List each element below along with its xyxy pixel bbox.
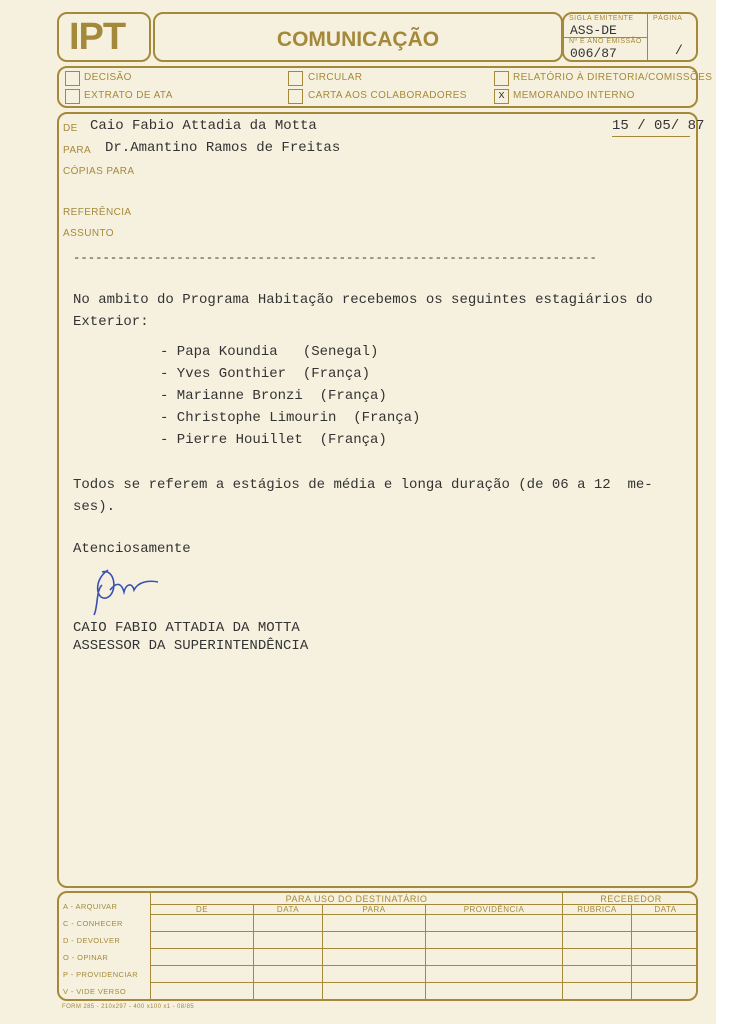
routing-code: A - ARQUIVAR [63, 902, 118, 911]
col-providencia: PROVIDÊNCIA [426, 905, 563, 915]
paragraph-1-line-1: No ambito do Programa Habitação recebemos os seguintes estagiários do [73, 292, 653, 308]
ipt-logo: IPT [69, 16, 126, 58]
type-checkboxes [57, 66, 713, 108]
para-value: Dr.Amantino Ramos de Freitas [105, 140, 341, 156]
assunto-label: ASSUNTO [63, 228, 114, 239]
date-value: 15 / 05/ 87 [612, 118, 705, 134]
label-decisao: DECISÃO [84, 72, 132, 83]
routing-code: V - VIDE VERSO [63, 987, 127, 996]
routing-code: O - OPINAR [63, 953, 109, 962]
col-de: DE [151, 905, 254, 915]
sigla-box [562, 12, 698, 62]
col-rubrica: RUBRICA [563, 905, 632, 915]
pagina-value: / [675, 43, 683, 58]
label-extrato: EXTRATO DE ATA [84, 90, 173, 101]
routing-table [57, 891, 698, 1001]
handwritten-signature [88, 560, 178, 618]
checkbox-circular[interactable] [288, 71, 303, 86]
routing-code: D - DEVOLVER [63, 936, 121, 945]
memo-body-box [57, 112, 698, 888]
separator-line: ----------------------------------------------------------------------- [73, 251, 597, 265]
sigla-value: ASS-DE [570, 23, 617, 38]
checkbox-relatorio[interactable] [494, 71, 509, 86]
copias-label: CÓPIAS PARA [63, 166, 135, 177]
form-footer: FORM 285 - 210x297 - 400 x100 x1 - 08/85 [62, 1004, 195, 1010]
destinatario-header: PARA USO DO DESTINATÁRIO [151, 893, 563, 905]
routing-code: C - CONHECER [63, 919, 123, 928]
label-memorando: MEMORANDO INTERNO [513, 90, 635, 101]
label-carta: CARTA AOS COLABORADORES [308, 90, 467, 101]
label-circular: CIRCULAR [308, 72, 363, 83]
paragraph-2-line-1: Todos se referem a estágios de média e longa duração (de 06 a 12 me- [73, 477, 653, 493]
signer-name: CAIO FABIO ATTADIA DA MOTTA [73, 620, 300, 636]
list-item: - Papa Koundia (Senegal) [160, 344, 379, 360]
list-item: - Pierre Houillet (França) [160, 432, 387, 448]
checkbox-carta[interactable] [288, 89, 303, 104]
list-item: - Marianne Bronzi (França) [160, 388, 387, 404]
closing: Atenciosamente [73, 541, 191, 557]
numero-label: Nº E ANO EMISSÃO [569, 38, 642, 45]
list-item: - Christophe Limourin (França) [160, 410, 421, 426]
numero-value: 006/87 [570, 46, 617, 61]
col-para: PARA [323, 905, 426, 915]
checkbox-memorando[interactable]: x [494, 89, 509, 104]
col-data: DATA [254, 905, 323, 915]
pagina-label: PÁGINA [653, 15, 683, 22]
label-relatorio: RELATÓRIO À DIRETORIA/COMISSÕES [513, 72, 713, 83]
routing-code: P - PROVIDENCIAR [63, 970, 139, 979]
form-title: COMUNICAÇÃO [276, 28, 440, 51]
list-item: - Yves Gonthier (França) [160, 366, 371, 382]
checkbox-extrato[interactable] [65, 89, 80, 104]
referencia-label: REFERÊNCIA [63, 207, 132, 218]
logo-box [57, 12, 151, 62]
paragraph-2-line-2: ses). [73, 499, 116, 515]
signer-title: ASSESSOR DA SUPERINTENDÊNCIA [73, 638, 309, 654]
sigla-label: SIGLA EMITENTE [569, 15, 634, 22]
de-label: DE [63, 123, 78, 134]
paragraph-1-line-2: Exterior: [73, 314, 149, 330]
title-box [153, 12, 563, 62]
col-data-recebedor: DATA [632, 905, 699, 915]
para-label: PARA [63, 145, 92, 156]
de-value: Caio Fabio Attadia da Motta [90, 118, 317, 134]
checkbox-decisao[interactable] [65, 71, 80, 86]
recebedor-header: RECEBEDOR [563, 893, 699, 905]
